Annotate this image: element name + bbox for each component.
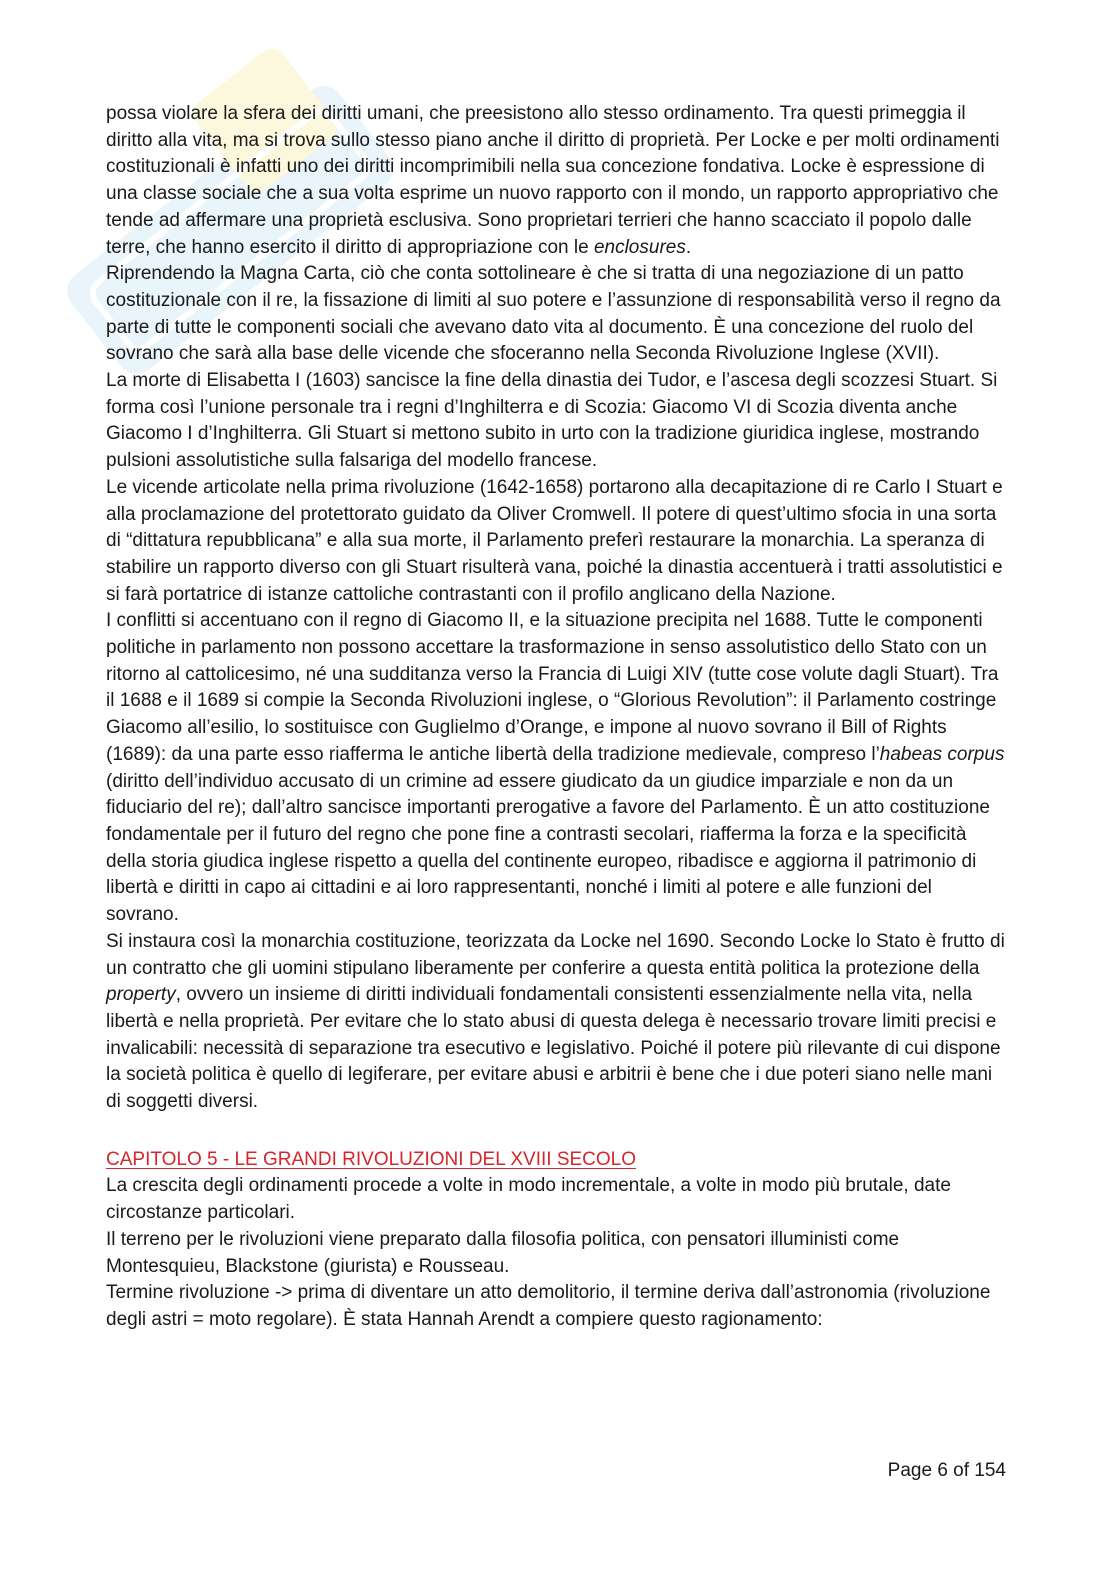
paragraph-glorious-revolution: I conflitti si accentuano con il regno di Giacomo II, e la situazione precipita nel 1688. Tutte le componenti politiche in parlamento non possono accettare la trasformazione in senso assolutistico dello Stato con un ritorno al cattolicesimo, né una sudditanza verso la Francia di Luigi XIV (tutte cose volute dagli Stuart). Tra il 1688 e il 1689 si compie la Seconda Rivoluzioni inglese, o “Glorious Revolution”: il Parlamento costringe Giacomo all’esilio, lo sostituisce con Guglielmo d’Orange, e impone al nuovo sovrano il Bill of Rights (1689): da una parte esso riafferma le antiche libertà della tradizione medievale, compreso l’habeas corpus (diritto dell’individuo accusato di un crimine ad essere giudicato da un giudice imparziale e non da un fiduciario del re); dall’altro sancisce importanti prerogative a favore del Parlamento. È un atto costituzione fondamentale per il futuro del regno che pone fine a contrasti secolari, riafferma la forza e la specificità della storia giudica inglese rispetto a quella del continente europeo, ribadisce e aggiorna il patrimonio di libertà e diritti in capo ai cittadini e ai loro rappresentanti, nonché i limiti al potere e alle funzioni del sovrano. (106, 610, 1005, 926)
paragraph-locke-property: possa violare la sfera dei diritti umani, che preesistono allo stesso ordinamento. Tra questi primeggia il diritto alla vita, ma si trova sullo stesso piano anche il diritto di proprietà. Per Locke e per molti ordinamenti costituzionali è infatti uno dei diritti incomprimibili nella sua concezione fondativa. Locke è espressione di una classe sociale che a sua volta esprime un nuovo rapporto con il mondo, un rapporto appropriativo che tende ad affermare una proprietà esclusiva. Sono proprietari terrieri che hanno scacciato il popolo dalle terre, che hanno esercito il diritto di appropriazione con le enclosures. (106, 103, 1000, 258)
habeas-corpus-term: habeas corpus (879, 743, 1005, 765)
paragraph-magna-carta: Riprendendo la Magna Carta, ciò che conta sottolineare è che si tratta di una negoziazione di un patto costituzionale con il re, la fissazione di limiti al suo potere e l’assunzione di responsabilità verso il regno da parte di tutte le componenti sociali che avevano dato vita al documento. È una concezione del ruolo del sovrano che sarà alla base delle vicende che sfoceranno nella Seconda Rivoluzione Inglese (XVII). (106, 263, 1001, 365)
paragraph-stuart-dynasty: La morte di Elisabetta I (1603) sancisce la fine della dinastia dei Tudor, e l’ascesa degli scozzesi Stuart. Si forma così l’unione personale tra i regni d’Inghilterra e di Scozia: Giacomo VI di Scozia diventa anche Giacomo I d’Inghilterra. Gli Stuart si mettono subito in urto con la tradizione giuridica inglese, mostrando pulsioni assolutistiche sulla falsariga del modello francese. (106, 370, 998, 472)
paragraph-political-philosophy: Il terreno per le rivoluzioni viene preparato dalla filosofia politica, con pensatori illuministi come Montesquieu, Blackstone (giurista) e Rousseau. (106, 1228, 900, 1277)
chapter-heading[interactable]: CAPITOLO 5 - LE GRANDI RIVOLUZIONI DEL XVIII SECOLO (106, 1148, 637, 1170)
paragraph-first-revolution: Le vicende articolate nella prima rivoluzione (1642-1658) portarono alla decapitazione di re Carlo I Stuart e alla proclamazione del protettorato guidato da Oliver Cromwell. Il potere di quest’ultimo sfocia in una sorta di “dittatura repubblicana” e alla sua morte, il Parlamento preferì restaurare la monarchia. La speranza di stabilire un rapporto diverso con gli Stuart risulterà vana, poiché la dinastia accentuerà i tratti assolutistici e si farà portatrice di istanze cattoliche contrastanti con il profilo anglicano della Nazione. (106, 476, 1003, 605)
paragraph-constitutional-monarchy: Si instaura così la monarchia costituzione, teorizzata da Locke nel 1690. Secondo Locke lo Stato è frutto di un contratto che gli uomini stipulano liberamente per conferire a questa entità politica la protezione della property, ovvero un insieme di diritti individuali fondamentali consistenti essenzialmente nella vita, nella libertà e nella proprietà. Per evitare che lo stato abusi di questa delega è necessario trovare limiti precisi e invalicabili: necessità di separazione tra esecutivo e legislativo. Poiché il potere più rilevante di cui dispone la società politica è quello di legiferare, per evitare abusi e arbitrii è bene che i due poteri siano nelle mani di soggetti diversi. (106, 930, 1005, 1113)
document-body (106, 101, 1006, 1334)
enclosures-term: enclosures (593, 236, 686, 258)
paragraph-term-revolution: Termine rivoluzione -> prima di diventare un atto demolitorio, il termine deriva dall’astronomia (rivoluzione degli astri = moto regolare). È stata Hannah Arendt a compiere questo ragionamento: (106, 1282, 991, 1330)
paragraph-growth-of-orders: La crescita degli ordinamenti procede a volte in modo incrementale, a volte in modo più brutale, date circostanze particolari. (106, 1175, 951, 1224)
page-number: Page 6 of 154 (887, 1460, 1006, 1481)
property-term: property (106, 984, 176, 1006)
